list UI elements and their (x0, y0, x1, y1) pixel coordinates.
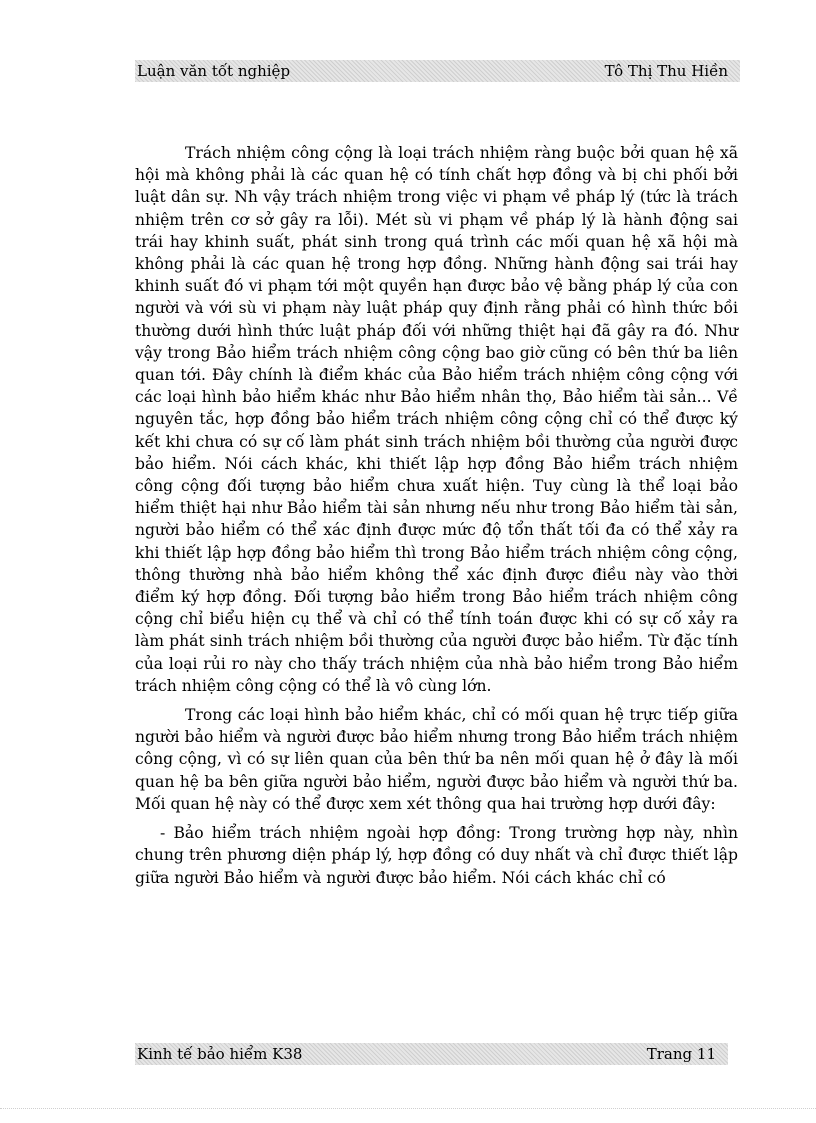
body-paragraph: Trong các loại hình bảo hiểm khác, chỉ có mối quan hệ trực tiếp giữa người bảo hiểm và người được bảo hiểm nhưng trong Bảo hiểm trách nhiệm công cộng, vì có sự liên quan của bên thứ ba nên mối quan hệ ở đây là mối quan hệ ba bên giữa người bảo hiểm, người được bảo hiểm và người thứ ba. Mối quan hệ này có thể được xem xét thông qua hai trường hợp dưới đây: (135, 706, 738, 813)
page-bottom-rule (0, 1108, 816, 1109)
body-paragraph: Trách nhiệm công cộng là loại trách nhiệm ràng buộc bởi quan hệ xã hội mà không phải là các quan hệ có tính chất hợp đồng và bị chi phối bởi luật dân sự. Nh vậy trách nhiệm trong việc vi phạm về pháp lý (tức là trách nhiệm trên cơ sở gây ra lỗi). Mét sù vi phạm về pháp lý là hành động sai trái hay khinh suất, phát sinh trong quá trình các mối quan hệ xã hội mà không phải là các quan hệ trong hợp đồng. Những hành động sai trái hay khinh suất đó vi phạm tới một quyền hạn được bảo vệ bằng pháp lý của con người và với sù vi phạm này luật pháp quy định rằng phải có hình thức bồi thường dưới hình thức luật pháp đối với những thiệt hại đã gây ra đó. Như vậy trong Bảo hiểm trách nhiệm công cộng bao giờ cũng có bên thứ ba liên quan tới. Đây chính là điểm khác của Bảo hiểm trách nhiệm công cộng với các loại hình bảo hiểm khác như Bảo hiểm nhân thọ, Bảo hiểm tài sản... Về nguyên tắc, hợp đồng bảo hiểm trách nhiệm công cộng chỉ có thể được ký kết khi chưa có sự cố làm phát sinh trách nhiệm bồi thường của người được bảo hiểm. Nói cách khác, khi thiết lập hợp đồng Bảo hiểm trách nhiệm công cộng đối tượng bảo hiểm chưa xuất hiện. Tuy cùng là thể loại bảo hiểm thiệt hại như Bảo hiểm tài sản nhưng nếu như trong Bảo hiểm tài sản, người bảo hiểm có thể xác định được mức độ tổn thất tối đa có thể xảy ra khi thiết lập hợp đồng bảo hiểm thì trong Bảo hiểm trách nhiệm công cộng, thông thường nhà bảo hiểm không thể xác định được điều này vào thời điểm ký hợp đồng. Đối tượng bảo hiểm trong Bảo hiểm trách nhiệm công cộng chỉ biểu hiện cụ thể và chỉ có thể tính toán được khi có sự cố xảy ra làm phát sinh trách nhiệm bồi thường của người được bảo hiểm. Từ đặc tính của loại rủi ro này cho thấy trách nhiệm của nhà bảo hiểm trong Bảo hiểm trách nhiệm công cộng có thể là vô cùng lớn. (135, 144, 738, 695)
footer-page-number: Trang 11 (646, 1045, 716, 1063)
header-author-name: Tô Thị Thu Hiền (604, 62, 728, 80)
page-footer (135, 1043, 728, 1065)
header-thesis-label: Luận văn tốt nghiệp (137, 62, 291, 80)
document-body (135, 142, 738, 889)
page-header (135, 60, 740, 82)
body-paragraph-bullet: - Bảo hiểm trách nhiệm ngoài hợp đồng: Trong trường hợp này, nhìn chung trên phương diện pháp lý, hợp đồng có duy nhất và chỉ được thiết lập giữa người Bảo hiểm và người được bảo hiểm. Nói cách khác chỉ có (135, 824, 738, 887)
footer-course-label: Kinh tế bảo hiểm K38 (137, 1045, 303, 1063)
